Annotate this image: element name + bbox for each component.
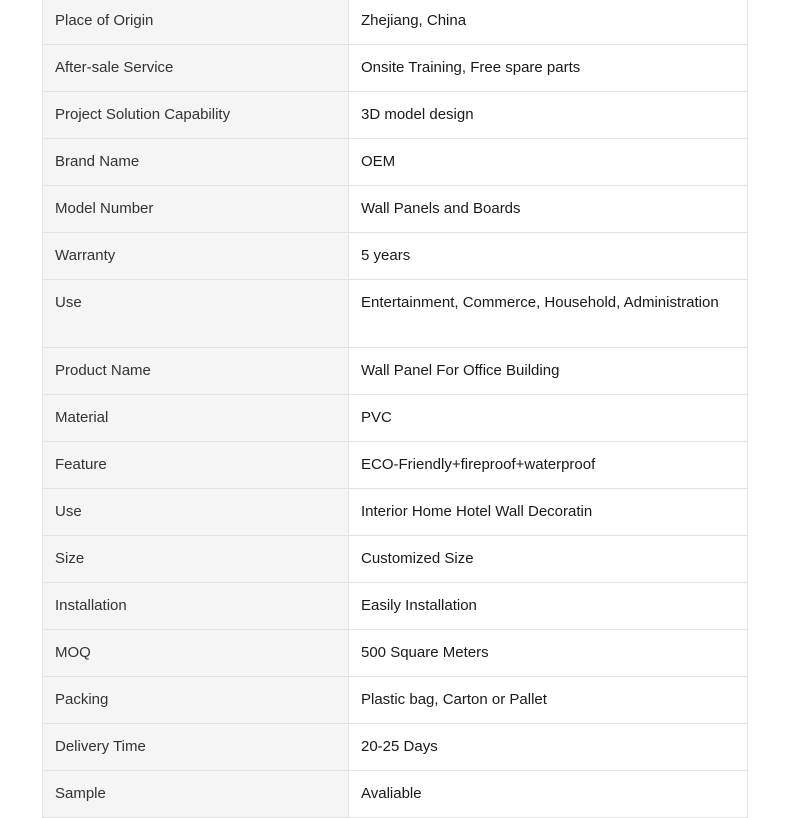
spec-value: OEM (349, 139, 748, 186)
spec-label: Product Name (43, 348, 349, 395)
spec-row-material (43, 395, 748, 442)
spec-label: Use (43, 489, 349, 536)
spec-row-warranty (43, 233, 748, 280)
spec-row-installation (43, 583, 748, 630)
spec-value: 20-25 Days (349, 724, 748, 771)
spec-label: Installation (43, 583, 349, 630)
spec-row-brand-name (43, 139, 748, 186)
spec-label: Feature (43, 442, 349, 489)
spec-row-use-secondary (43, 489, 748, 536)
spec-label: Packing (43, 677, 349, 724)
spec-label: Model Number (43, 186, 349, 233)
spec-label: Size (43, 536, 349, 583)
spec-value: Avaliable (349, 771, 748, 818)
spec-value: Wall Panels and Boards (349, 186, 748, 233)
spec-label: Place of Origin (43, 0, 349, 45)
spec-value: ECO-Friendly+fireproof+waterproof (349, 442, 748, 489)
spec-value: 5 years (349, 233, 748, 280)
spec-row-project-solution-capability (43, 92, 748, 139)
spec-value: Interior Home Hotel Wall Decoratin (349, 489, 748, 536)
spec-row-model-number (43, 186, 748, 233)
spec-value: PVC (349, 395, 748, 442)
spec-label: MOQ (43, 630, 349, 677)
spec-row-use (43, 280, 748, 348)
spec-row-packing (43, 677, 748, 724)
spec-value: Customized Size (349, 536, 748, 583)
spec-value: Easily Installation (349, 583, 748, 630)
spec-table-body (43, 0, 748, 818)
spec-value: Entertainment, Commerce, Household, Administration (349, 280, 748, 348)
spec-row-sample (43, 771, 748, 818)
product-spec-table (42, 0, 748, 818)
spec-row-feature (43, 442, 748, 489)
spec-value: 500 Square Meters (349, 630, 748, 677)
spec-label: Sample (43, 771, 349, 818)
spec-value: 3D model design (349, 92, 748, 139)
spec-label: After-sale Service (43, 45, 349, 92)
spec-label: Warranty (43, 233, 349, 280)
spec-label: Project Solution Capability (43, 92, 349, 139)
spec-label: Material (43, 395, 349, 442)
spec-row-moq (43, 630, 748, 677)
spec-label: Use (43, 280, 349, 348)
spec-label: Delivery Time (43, 724, 349, 771)
spec-row-after-sale-service (43, 45, 748, 92)
spec-row-place-of-origin (43, 0, 748, 45)
spec-row-product-name (43, 348, 748, 395)
spec-value: Onsite Training, Free spare parts (349, 45, 748, 92)
spec-label: Brand Name (43, 139, 349, 186)
spec-value: Wall Panel For Office Building (349, 348, 748, 395)
spec-value: Zhejiang, China (349, 0, 748, 45)
spec-row-delivery-time (43, 724, 748, 771)
spec-value: Plastic bag, Carton or Pallet (349, 677, 748, 724)
spec-row-size (43, 536, 748, 583)
